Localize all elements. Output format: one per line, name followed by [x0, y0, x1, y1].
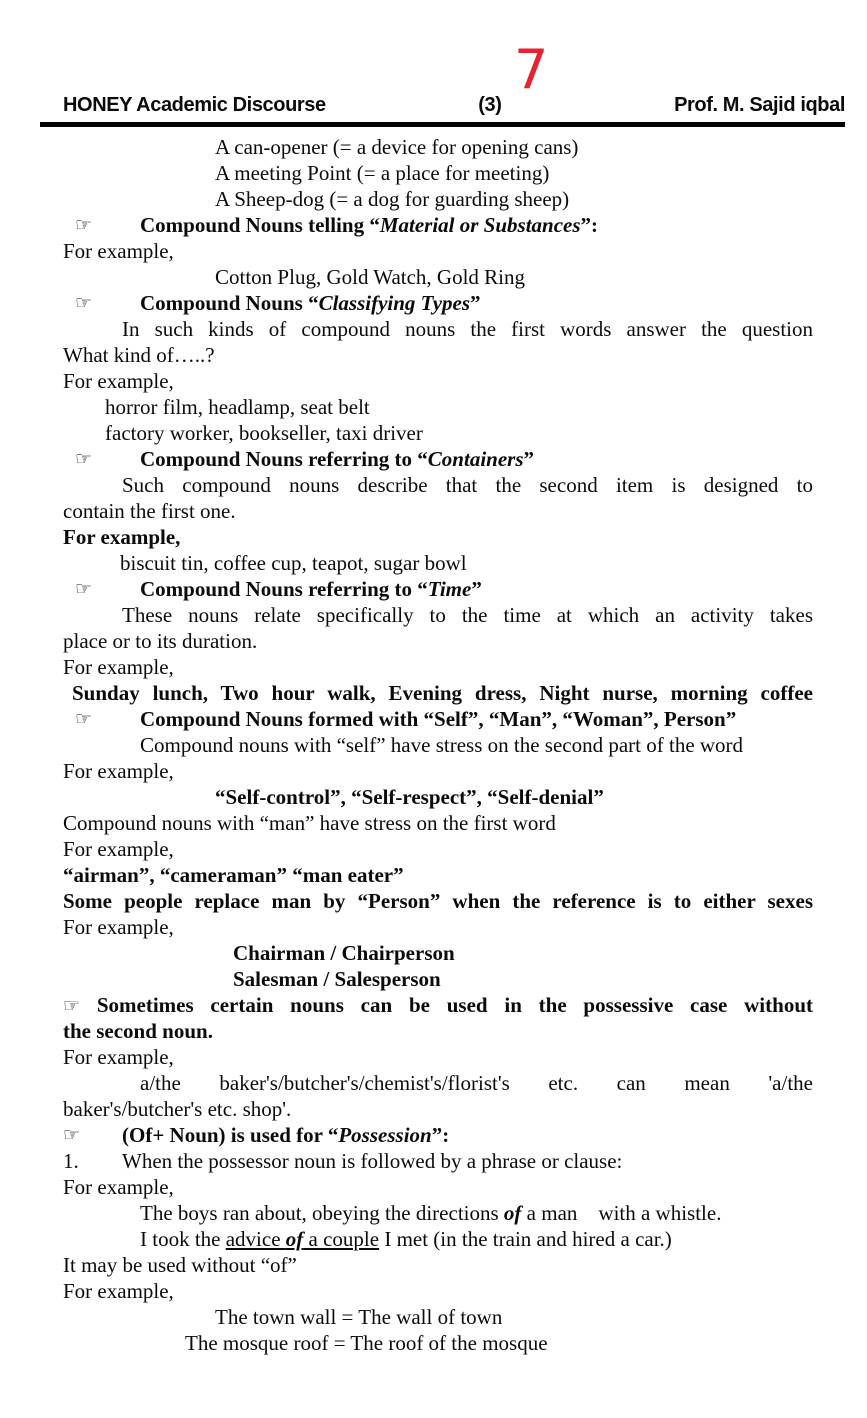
text-line — [0, 472, 813, 498]
text-line — [0, 1304, 813, 1330]
text-line — [0, 1174, 813, 1200]
text-segment: ” — [471, 577, 482, 601]
text-segment: place or to its duration. — [63, 629, 258, 653]
text-segment: biscuit tin, coffee cup, teapot, sugar bowl — [120, 551, 467, 575]
text-segment: a couple — [303, 1227, 380, 1251]
text-line — [0, 1044, 813, 1070]
text-segment: I met (in the train and hired a car.) — [379, 1227, 672, 1251]
text-segment: (Of+ Noun) is used for “ — [122, 1123, 339, 1147]
text-segment: It may be used without “of” — [63, 1253, 297, 1277]
text-segment: For example, — [63, 837, 174, 861]
text-segment: The mosque roof = The roof of the mosque — [185, 1331, 548, 1355]
text-line — [0, 1330, 813, 1356]
text-segment: a man with a whistle. — [521, 1201, 722, 1225]
pointing-hand-icon: ☞ — [75, 708, 93, 730]
text-segment: Material or Substances — [379, 213, 581, 237]
text-segment: of — [503, 1201, 522, 1225]
text-segment: What kind of…..? — [63, 343, 215, 367]
text-line — [0, 134, 813, 160]
text-segment: Compound Nouns referring to “ — [140, 447, 428, 471]
text-segment: The town wall = The wall of town — [215, 1305, 503, 1329]
text-segment: the second noun. — [63, 1019, 213, 1043]
text-segment: Some people replace man by “Person” when the reference is to either sexes — [63, 889, 813, 913]
text-segment: A Sheep-dog (= a dog for guarding sheep) — [215, 187, 570, 211]
text-segment: Compound Nouns “ — [140, 291, 319, 315]
text-segment: These nouns relate specifically to the time at which an activity takes — [122, 603, 813, 627]
text-line — [0, 160, 813, 186]
pointing-hand-icon: ☞ — [75, 448, 93, 470]
text-segment: Possession — [338, 1123, 432, 1147]
text-segment: Such compound nouns describe that the second item is designed to — [122, 473, 813, 497]
text-line — [0, 1018, 813, 1044]
text-segment: For example, — [63, 1279, 174, 1303]
text-segment: ”: — [431, 1123, 450, 1147]
text-line — [0, 1122, 813, 1148]
text-line — [0, 784, 813, 810]
pointing-hand-icon: ☞ — [75, 214, 93, 236]
text-segment: For example, — [63, 759, 174, 783]
text-segment: The boys ran about, obeying the directions — [140, 1201, 504, 1225]
text-segment: Sometimes certain nouns can be used in the possessive case without — [80, 993, 813, 1017]
text-line — [0, 238, 813, 264]
text-segment: Sunday lunch, Two hour walk, Evening dress, Night nurse, morning coffee — [72, 681, 813, 705]
text-segment: “Self-control”, “Self-respect”, “Self-denial” — [215, 785, 604, 809]
header-author: Prof. M. Sajid iqbal — [674, 94, 845, 116]
text-segment: factory worker, bookseller, taxi driver — [105, 421, 423, 445]
text-segment: “airman”, “cameraman” “man eater” — [63, 863, 404, 887]
text-line — [0, 342, 813, 368]
text-line — [0, 420, 813, 446]
text-line — [0, 1252, 813, 1278]
text-line — [0, 758, 813, 784]
text-line — [0, 732, 813, 758]
pointing-hand-icon: ☞ — [75, 292, 93, 314]
text-line — [0, 1226, 813, 1252]
text-segment: contain the first one. — [63, 499, 236, 523]
header-title: HONEY Academic Discourse — [63, 94, 326, 116]
document-body — [0, 134, 813, 1356]
text-line — [0, 914, 813, 940]
text-line — [0, 862, 813, 888]
text-segment: Containers — [427, 447, 524, 471]
text-segment: Compound nouns with “self” have stress on the second part of the word — [140, 733, 744, 757]
text-line — [0, 368, 813, 394]
page-header — [40, 94, 845, 127]
text-line — [0, 316, 813, 342]
text-segment: ” — [470, 291, 481, 315]
text-line — [0, 498, 813, 524]
text-segment: For example, — [63, 1045, 174, 1069]
pointing-hand-icon: ☞ — [75, 578, 93, 600]
text-line — [0, 654, 813, 680]
text-segment: Cotton Plug, Gold Watch, Gold Ring — [215, 265, 526, 289]
text-line — [0, 1200, 813, 1226]
handwritten-page-number: 7 — [514, 38, 549, 101]
text-line — [0, 446, 813, 472]
text-line — [0, 706, 813, 732]
text-segment: Classifying Types — [318, 291, 471, 315]
pointing-hand-icon: ☞ — [63, 1124, 81, 1146]
text-segment: For example, — [63, 1175, 174, 1199]
text-segment: For example, — [63, 239, 174, 263]
text-line — [0, 1148, 813, 1174]
text-line — [0, 940, 813, 966]
text-segment: horror film, headlamp, seat belt — [105, 395, 370, 419]
text-segment: ”: — [580, 213, 599, 237]
text-segment: Time — [427, 577, 472, 601]
text-line — [0, 680, 813, 706]
text-line — [0, 1278, 813, 1304]
text-line — [0, 810, 813, 836]
text-segment: advice — [225, 1227, 286, 1251]
text-line — [0, 576, 813, 602]
text-segment: For example, — [63, 655, 174, 679]
text-segment: Compound nouns with “man” have stress on the first word — [63, 811, 556, 835]
text-line — [0, 992, 813, 1018]
text-line — [0, 966, 813, 992]
text-line — [0, 264, 813, 290]
header-section-number: (3) — [478, 94, 502, 116]
text-segment: a/the baker's/butcher's/chemist's/florist's etc. can mean 'a/the — [140, 1071, 813, 1095]
text-line — [0, 550, 813, 576]
text-line — [0, 836, 813, 862]
text-segment: Compound Nouns referring to “ — [140, 577, 428, 601]
text-segment: Compound Nouns formed with “Self”, “Man”, “Woman”, Person” — [140, 707, 737, 731]
text-line — [0, 602, 813, 628]
text-line — [0, 524, 813, 550]
text-line — [0, 888, 813, 914]
text-line — [0, 394, 813, 420]
text-segment: For example, — [63, 525, 181, 549]
text-segment: When the possessor noun is followed by a phrase or clause: — [122, 1149, 623, 1173]
text-line — [0, 290, 813, 316]
text-line — [0, 186, 813, 212]
text-segment: In such kinds of compound nouns the first words answer the question — [122, 317, 813, 341]
text-line — [0, 1070, 813, 1096]
text-segment: A can-opener (= a device for opening cans) — [215, 135, 579, 159]
text-segment: Chairman / Chairperson — [233, 941, 455, 965]
text-line — [0, 212, 813, 238]
text-line — [0, 628, 813, 654]
text-segment: ” — [523, 447, 534, 471]
pointing-hand-icon: ☞ — [63, 995, 81, 1017]
text-segment: of — [285, 1227, 304, 1251]
text-segment: baker's/butcher's etc. shop'. — [63, 1097, 292, 1121]
text-segment: For example, — [63, 369, 174, 393]
text-segment: For example, — [63, 915, 174, 939]
text-segment: Salesman / Salesperson — [233, 967, 441, 991]
text-segment: Compound Nouns telling “ — [140, 213, 380, 237]
text-segment: A meeting Point (= a place for meeting) — [215, 161, 550, 185]
text-segment: I took the — [140, 1227, 226, 1251]
list-marker: 1. — [63, 1149, 79, 1173]
text-line — [0, 1096, 813, 1122]
